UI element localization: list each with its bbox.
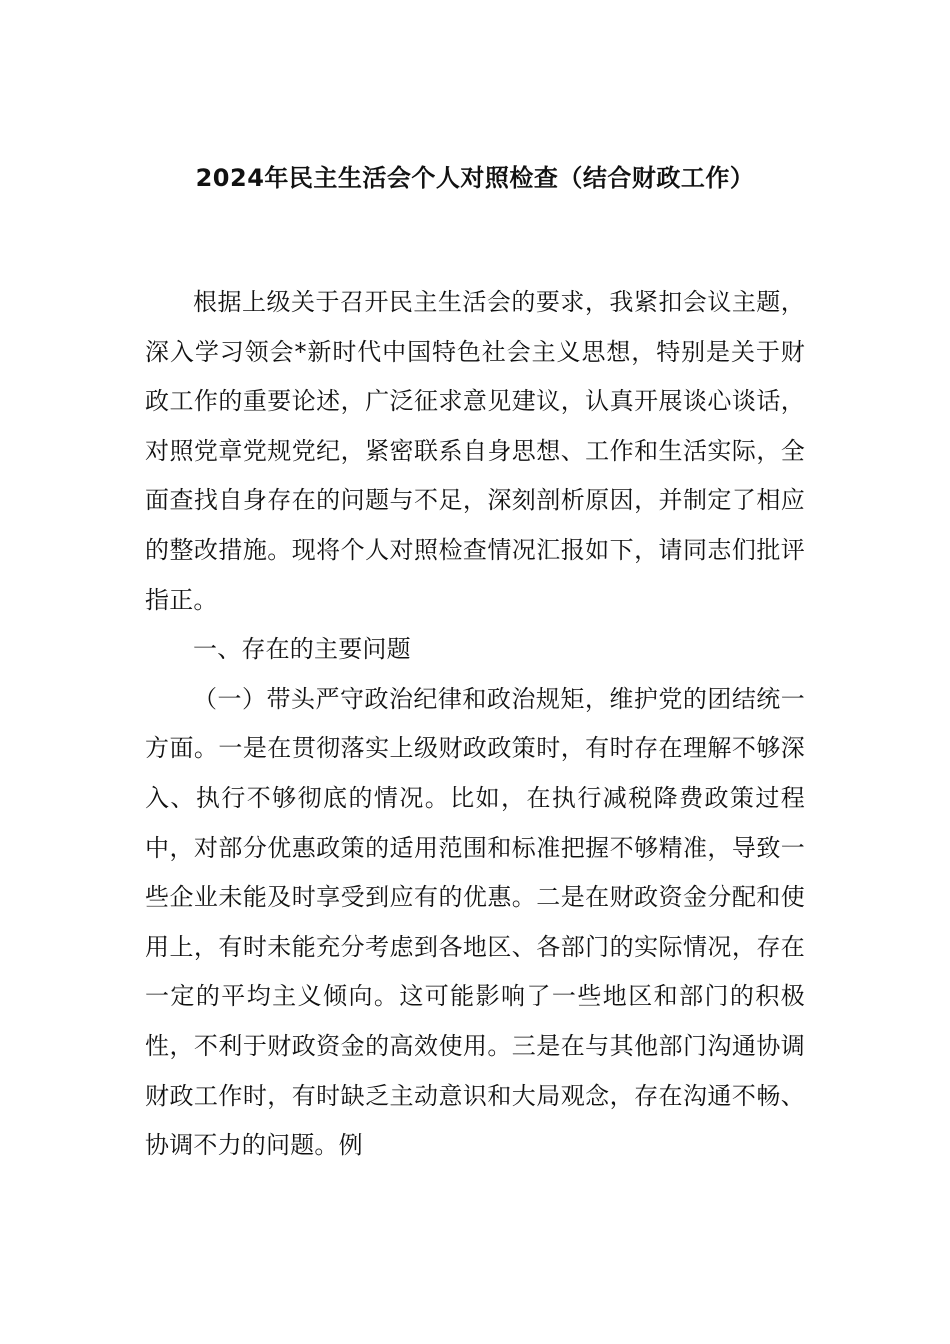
subsection-paragraph: （一）带头严守政治纪律和政治规矩，维护党的团结统一方面。一是在贯彻落实上级财政政策时，有时存在理解不够深入、执行不够彻底的情况。比如，在执行减税降费政策过程中，对部分优惠政策的适用范围和标准把握不够精准，导致一些企业未能及时享受到应有的优惠。二是在财政资金分配和使用上，有时未能充分考虑到各地区、各部门的实际情况，存在一定的平均主义倾向。这可能影响了一些地区和部门的积极性，不利于财政资金的高效使用。三是在与其他部门沟通协调财政工作时，有时缺乏主动意识和大局观念，存在沟通不畅、协调不力的问题。例: [145, 684, 805, 1160]
document-title: 2024年民主生活会个人对照检查（结合财政工作）: [195, 164, 755, 192]
section-heading: 一、存在的主要问题: [193, 635, 411, 664]
document-body: [145, 278, 805, 1171]
intro-paragraph: 根据上级关于召开民主生活会的要求，我紧扣会议主题，深入学习领会*新时代中国特色社会主义思想，特别是关于财政工作的重要论述，广泛征求意见建议，认真开展谈心谈话，对照党章党规党纪，紧密联系自身思想、工作和生活实际，全面查找自身存在的问题与不足，深刻剖析原因，并制定了相应的整改措施。现将个人对照检查情况汇报如下，请同志们批评指正。: [145, 288, 805, 614]
